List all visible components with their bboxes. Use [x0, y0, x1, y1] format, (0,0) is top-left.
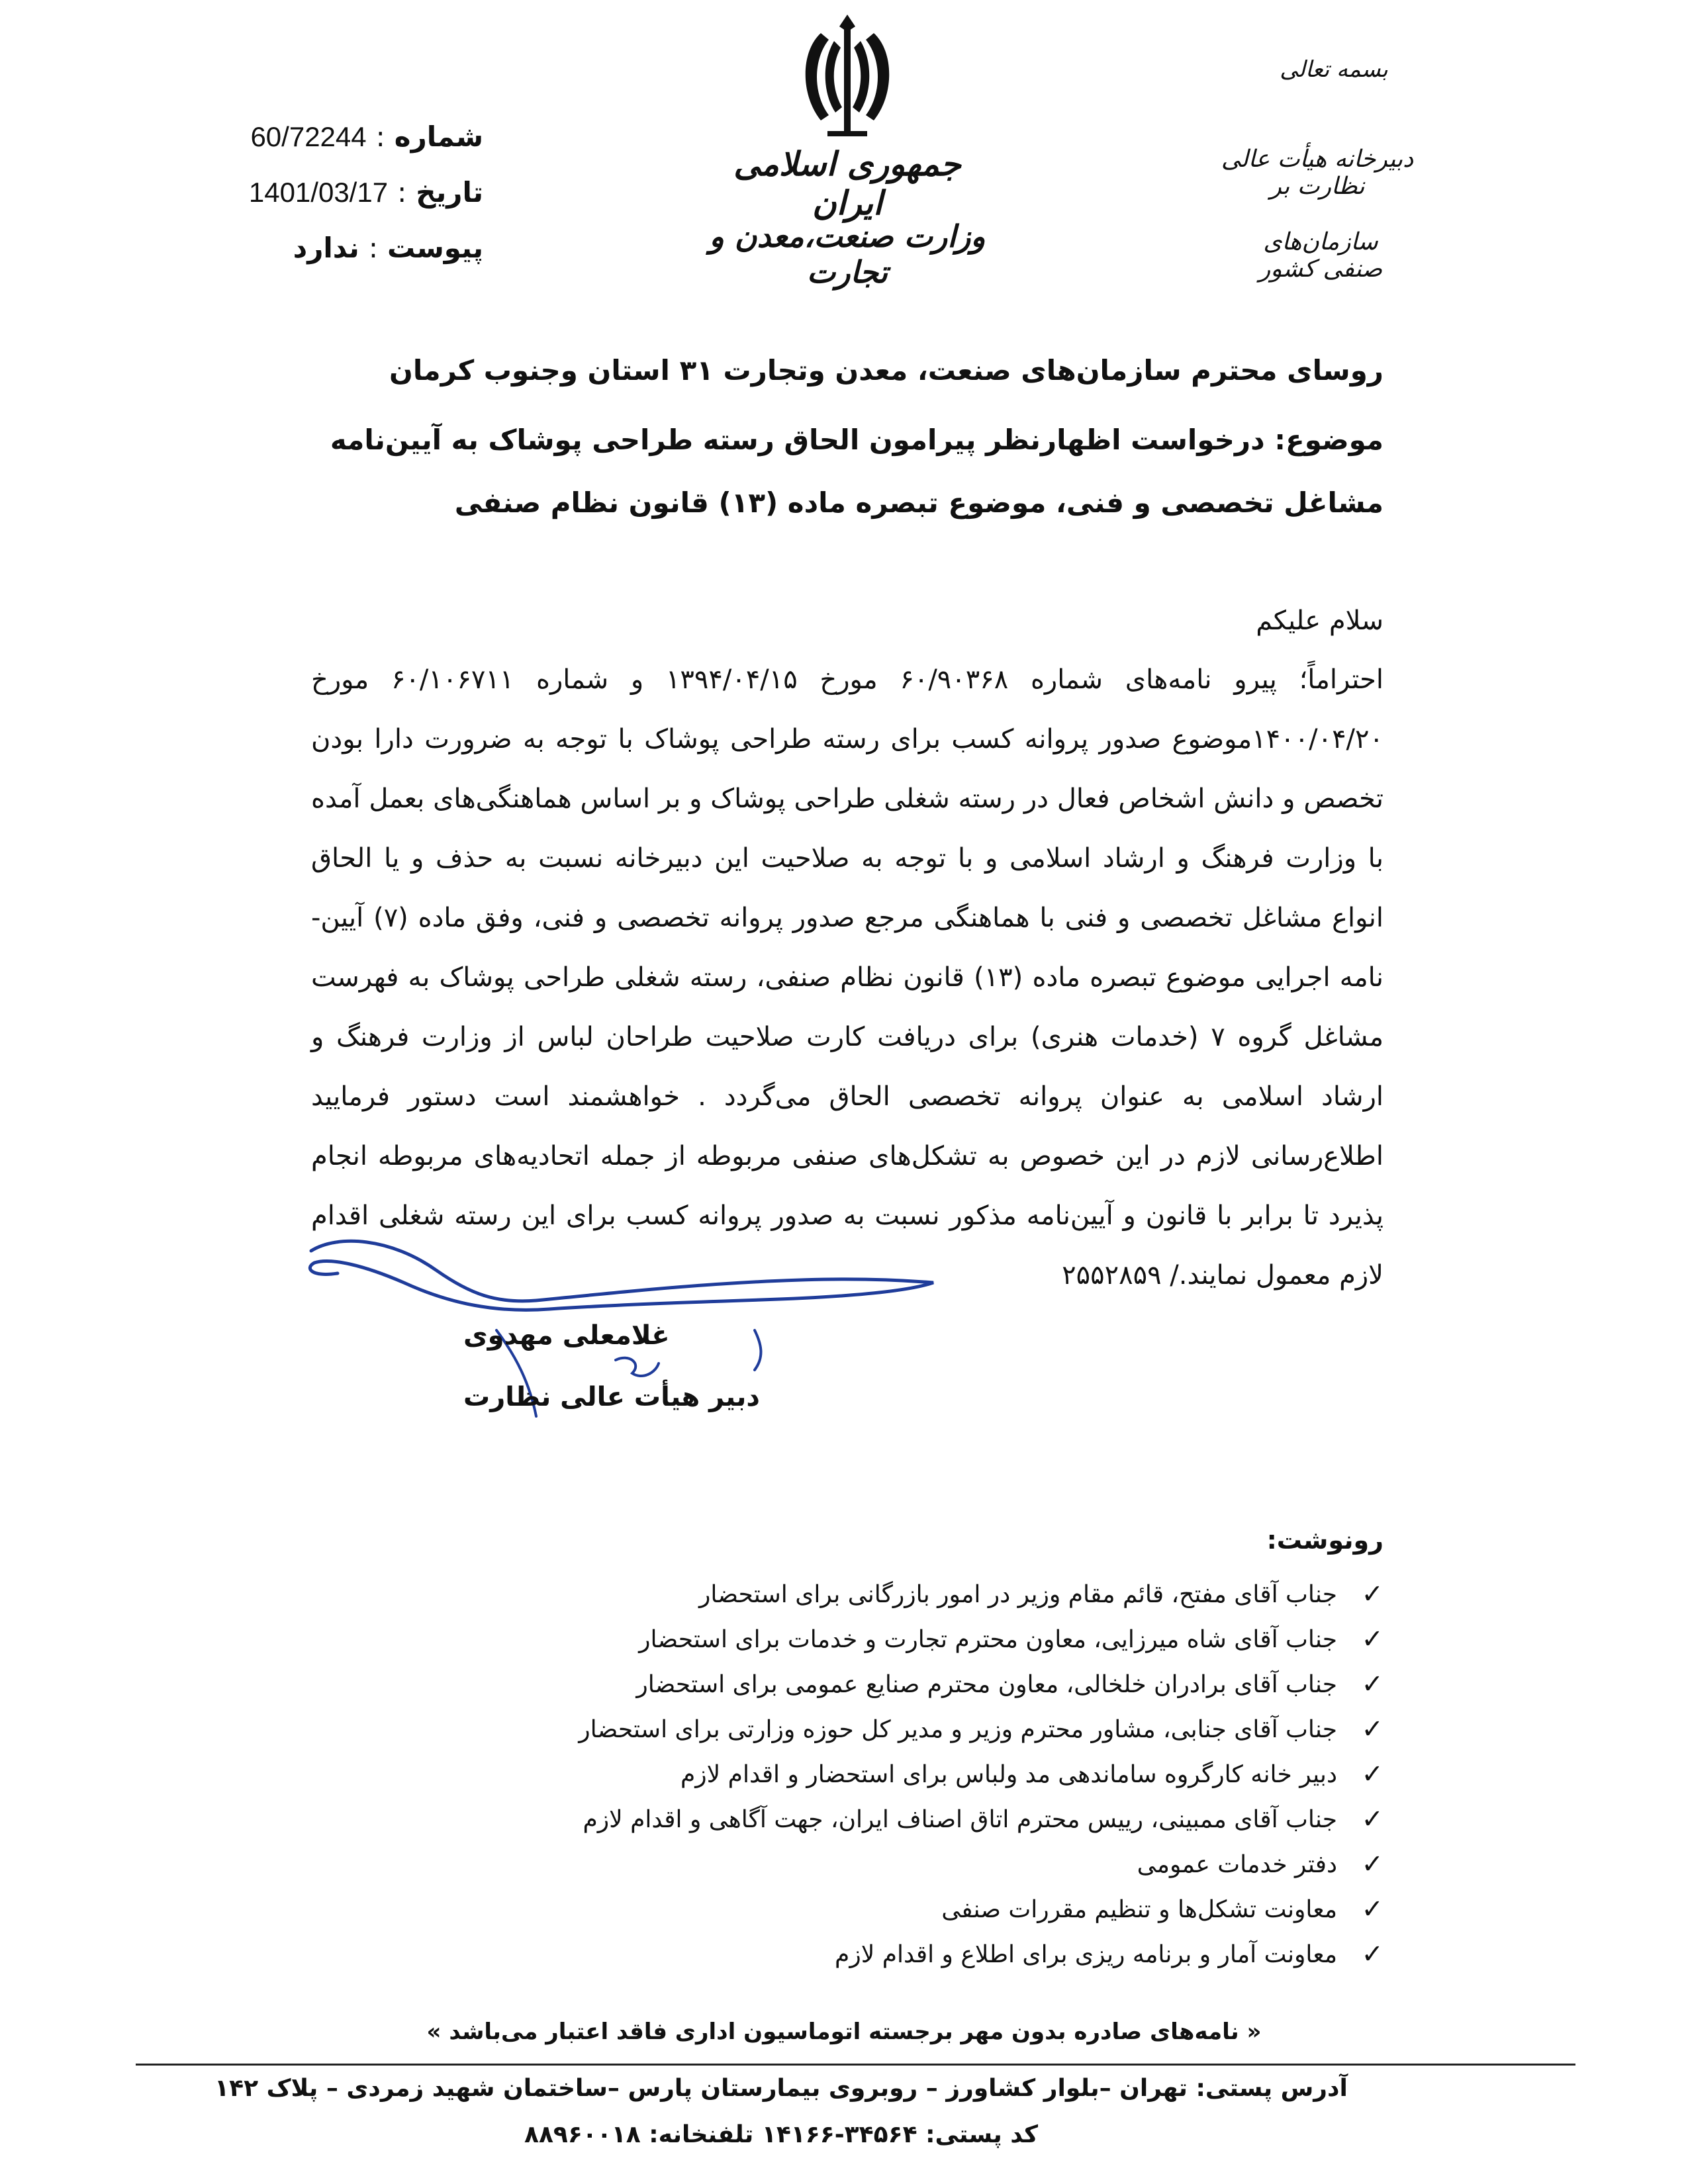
list-item [397, 1572, 1383, 1617]
list-item [397, 1707, 1383, 1752]
list-item [397, 1752, 1383, 1797]
secretariat-line-1: دبیرخانه هیأت عالی نظارت بر [1221, 146, 1414, 200]
cc-item-text: جناب آقای مفتح، قائم مقام وزیر در امور بازرگانی برای استحضار [698, 1580, 1337, 1608]
cc-item-text: دفتر خدمات عمومی [1137, 1850, 1337, 1878]
list-item [397, 1662, 1383, 1707]
cc-item-text: جناب آقای شاه میرزایی، معاون محترم تجارت و خدمات برای استحضار [639, 1625, 1337, 1653]
reference-block [199, 109, 483, 276]
contact-info: کد پستی: ۳۴۵۶۴-۱۴۱۶۶ تلفنخانه: ۸۸۹۶۰۰۱۸ [524, 2121, 1039, 2148]
signer-name: غلامعلی مهدوی [463, 1320, 670, 1351]
cc-item-text: معاونت تشکل‌ها و تنظیم مقررات صنفی [941, 1895, 1337, 1923]
cc-item-text: دبیر خانه کارگروه ساماندهی مد ولباس برای استحضار و اقدام لازم [680, 1760, 1337, 1788]
check-icon: ✓ [1361, 1714, 1383, 1745]
list-item [397, 1932, 1383, 1977]
signer-title: دبیر هیأت عالی نظارت [463, 1382, 760, 1412]
check-icon: ✓ [1361, 1669, 1383, 1700]
cc-item-text: معاونت آمار و برنامه ریزی برای اطلاع و اقدام لازم [835, 1940, 1337, 1968]
check-icon: ✓ [1361, 1759, 1383, 1790]
validity-notice: « نامه‌های صادره بدون مهر برجسته اتوماسیون اداری فاقد اعتبار می‌باشد » [426, 2019, 1262, 2045]
recipient: روسای محترم سازمان‌های صنعت، معدن وتجارت ۳۱ استان وجنوب کرمان [389, 354, 1383, 387]
country-name: جمهوری اسلامی ایران [733, 144, 961, 222]
list-item [397, 1887, 1383, 1932]
date-value: 1401/03/17 [248, 177, 389, 208]
check-icon: ✓ [1361, 1849, 1383, 1880]
date-label: تاریخ [416, 176, 483, 208]
cc-list [397, 1572, 1383, 1977]
list-item [397, 1797, 1383, 1842]
check-icon: ✓ [1361, 1939, 1383, 1970]
check-icon: ✓ [1361, 1579, 1383, 1610]
greeting: سلام علیکم [1256, 606, 1383, 636]
footer-divider [136, 2064, 1575, 2066]
cc-item-text: جناب آقای ممبینی، رییس محترم اتاق اصناف ایران، جهت آگاهی و اقدام لازم [583, 1805, 1337, 1833]
iran-emblem-icon [781, 15, 914, 140]
subject: موضوع: درخواست اظهارنظر پیرامون الحاق رسته طراحی پوشاک به آیین‌نامه مشاغل تخصصی و فنی، موضوع تبصره ماده (۱۳) قانون نظام صنفی [330, 424, 1383, 519]
attachment-row: پیوست : ندارد [199, 220, 483, 276]
cc-title: رونوشت: [1266, 1525, 1383, 1555]
cc-item-text: جناب آقای برادران خلخالی، معاون محترم صنایع عمومی برای استحضار [636, 1670, 1337, 1698]
letter-body: احتراماً؛ پیرو نامه‌های شماره ۶۰/۹۰۳۶۸ مورخ ۱۳۹۴/۰۴/۱۵ و شماره ۶۰/۱۰۶۷۱۱ مورخ ۱۴۰۰/۰۴/۲۰موضوع صدور پروانه کسب برای رسته طراحی پوشاک با توجه به ضرورت دارا بودن تخصص و دانش اشخاص فعال در رسته شغلی طراحی پوشاک و بر اساس هماهنگی‌های بعمل آمده با وزارت فرهنگ و ارشاد اسلامی و با توجه به صلاحیت این دبیرخانه نسبت به حذف و یا الحاق انواع مشاغل تخصصی و فنی با هماهنگی مرجع صدور پروانه تخصصی و فنی، وفق ماده (۷) آیین-نامه اجرایی موضوع تبصره ماده (۱۳) قانون نظام صنفی، رسته شغلی طراحی پوشاک به فهرست مشاغل گروه ۷ (خدمات هنری) برای دریافت کارت صلاحیت طراحان لباس از وزارت فرهنگ و ارشاد اسلامی به عنوان پروانه تخصصی الحاق می‌گردد . خواهشمند است دستور فرمایید اطلاع‌رسانی لازم در این خصوص به تشکل‌های صنفی مربوطه از جمله اتحادیه‌های مربوطه انجام پذیرد تا برابر با قانون و آیین‌نامه مذکور نسبت به صدور پروانه کسب برای این رسته شغلی اقدام لازم معمول نمایند./ ۲۵۵۲۸۵۹ [311, 664, 1384, 1291]
check-icon: ✓ [1361, 1624, 1383, 1655]
check-icon: ✓ [1361, 1804, 1383, 1835]
basmala: بسمه تعالی [1280, 56, 1388, 83]
check-icon: ✓ [1361, 1894, 1383, 1925]
number-value: 60/72244 [250, 121, 367, 152]
ministry-name: وزارت صنعت،معدن و تجارت [709, 218, 986, 290]
cc-item-text: جناب آقای جنابی، مشاور محترم وزیر و مدیر کل حوزه وزارتی برای استحضار [579, 1715, 1337, 1743]
list-item [397, 1842, 1383, 1887]
list-item [397, 1617, 1383, 1662]
number-label: شماره [394, 120, 483, 153]
date-row: تاریخ : 1401/03/17 [199, 165, 483, 220]
secretariat-line-2: سازمان‌های صنفی کشور [1258, 228, 1383, 283]
number-row: شماره : 60/72244 [199, 109, 483, 165]
attachment-label: پیوست [387, 232, 483, 264]
attachment-value: ندارد [293, 232, 359, 264]
postal-address: آدرس پستی: تهران –بلوار کشاورز – روبروی بیمارستان پارس –ساختمان شهید زمردی – پلاک ۱۴۲ [214, 2075, 1348, 2102]
